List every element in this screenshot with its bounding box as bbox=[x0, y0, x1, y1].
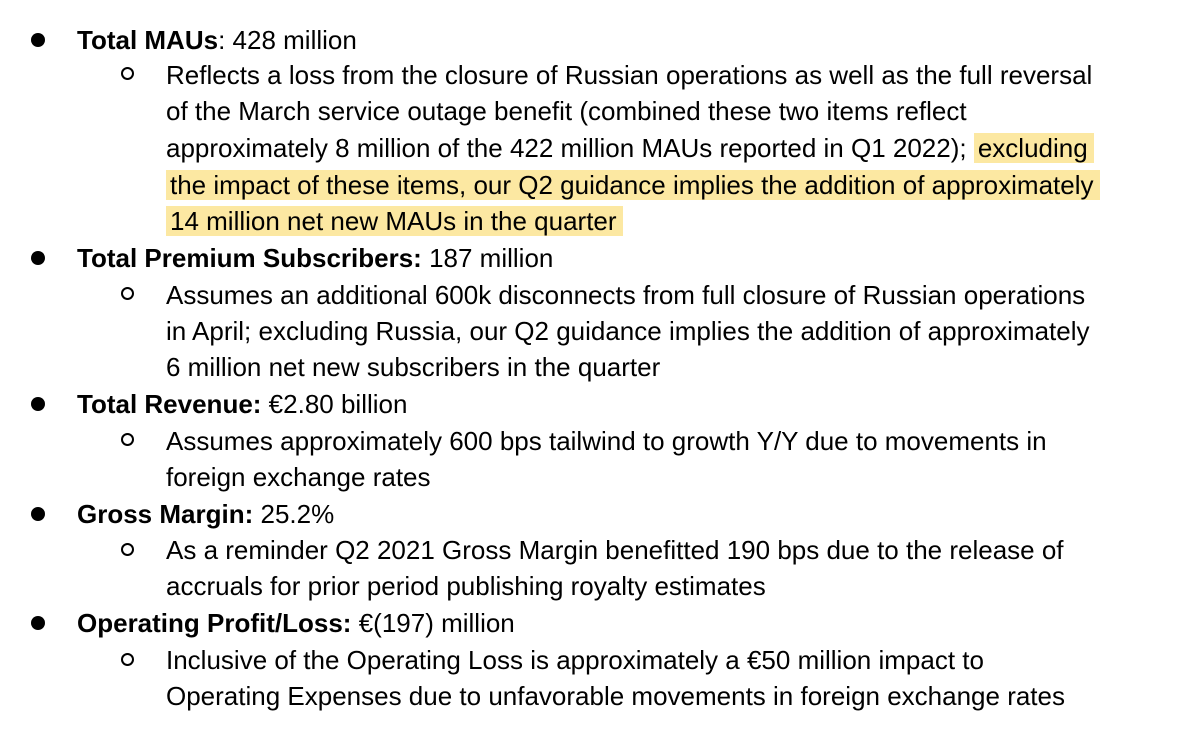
highlighted-text: excluding bbox=[974, 133, 1094, 163]
item-value: : 428 million bbox=[218, 25, 357, 55]
sub-bullet-line: of the March service outage benefit (combined these two items reflect bbox=[166, 96, 967, 126]
sub-bullet-line: As a reminder Q2 2021 Gross Margin benefitted 190 bps due to the release of bbox=[166, 535, 1064, 565]
bullet-dot-icon bbox=[31, 33, 45, 47]
bullet-item-premium-subscribers bbox=[77, 240, 553, 276]
bullet-circle-icon bbox=[121, 287, 134, 300]
bullet-circle-icon bbox=[121, 433, 134, 446]
sub-bullet-line: foreign exchange rates bbox=[166, 462, 431, 492]
sub-bullet-line: 6 million net new subscribers in the quarter bbox=[166, 352, 661, 382]
bullet-circle-icon bbox=[121, 653, 134, 666]
sub-bullet-line: Inclusive of the Operating Loss is approximately a €50 million impact to bbox=[166, 645, 984, 675]
sub-bullet-text: approximately 8 million of the 422 million MAUs reported in Q1 2022); bbox=[166, 133, 967, 163]
highlighted-text: the impact of these items, our Q2 guidance implies the addition of approximately bbox=[166, 170, 1100, 200]
item-value: €(197) million bbox=[358, 608, 515, 638]
item-value: 187 million bbox=[429, 243, 554, 273]
sub-bullet-line: in April; excluding Russia, our Q2 guidance implies the addition of approximately bbox=[166, 316, 1090, 346]
item-label: Total Revenue: bbox=[77, 389, 262, 419]
sub-bullet-line-highlighted bbox=[166, 167, 1100, 203]
sub-bullet-line: Operating Expenses due to unfavorable movements in foreign exchange rates bbox=[166, 681, 1065, 711]
bullet-item-operating-profit-loss bbox=[77, 605, 515, 641]
sub-bullet-line-highlighted bbox=[166, 203, 623, 239]
sub-bullet-line: Assumes an additional 600k disconnects from full closure of Russian operations bbox=[166, 280, 1086, 310]
item-value: €2.80 billion bbox=[268, 389, 408, 419]
bullet-circle-icon bbox=[121, 67, 134, 80]
bullet-item-gross-margin bbox=[77, 496, 334, 532]
sub-bullet-line bbox=[166, 130, 1094, 166]
highlighted-text: 14 million net new MAUs in the quarter bbox=[166, 206, 623, 236]
item-label: Gross Margin: bbox=[77, 499, 254, 529]
bullet-dot-icon bbox=[31, 616, 45, 630]
item-label: Total MAUs bbox=[77, 25, 219, 55]
sub-bullet-line: Assumes approximately 600 bps tailwind to growth Y/Y due to movements in bbox=[166, 426, 1047, 456]
bullet-dot-icon bbox=[31, 507, 45, 521]
item-label: Total Premium Subscribers: bbox=[77, 243, 422, 273]
bullet-item-total-revenue bbox=[77, 386, 407, 422]
bullet-item-total-maus bbox=[77, 22, 357, 58]
bullet-dot-icon bbox=[31, 251, 45, 265]
item-label: Operating Profit/Loss: bbox=[77, 608, 352, 638]
sub-bullet-line: Reflects a loss from the closure of Russian operations as well as the full reversal bbox=[166, 60, 1093, 90]
item-value: 25.2% bbox=[260, 499, 335, 529]
bullet-dot-icon bbox=[31, 397, 45, 411]
bullet-circle-icon bbox=[121, 543, 134, 556]
sub-bullet-line: accruals for prior period publishing royalty estimates bbox=[166, 571, 766, 601]
